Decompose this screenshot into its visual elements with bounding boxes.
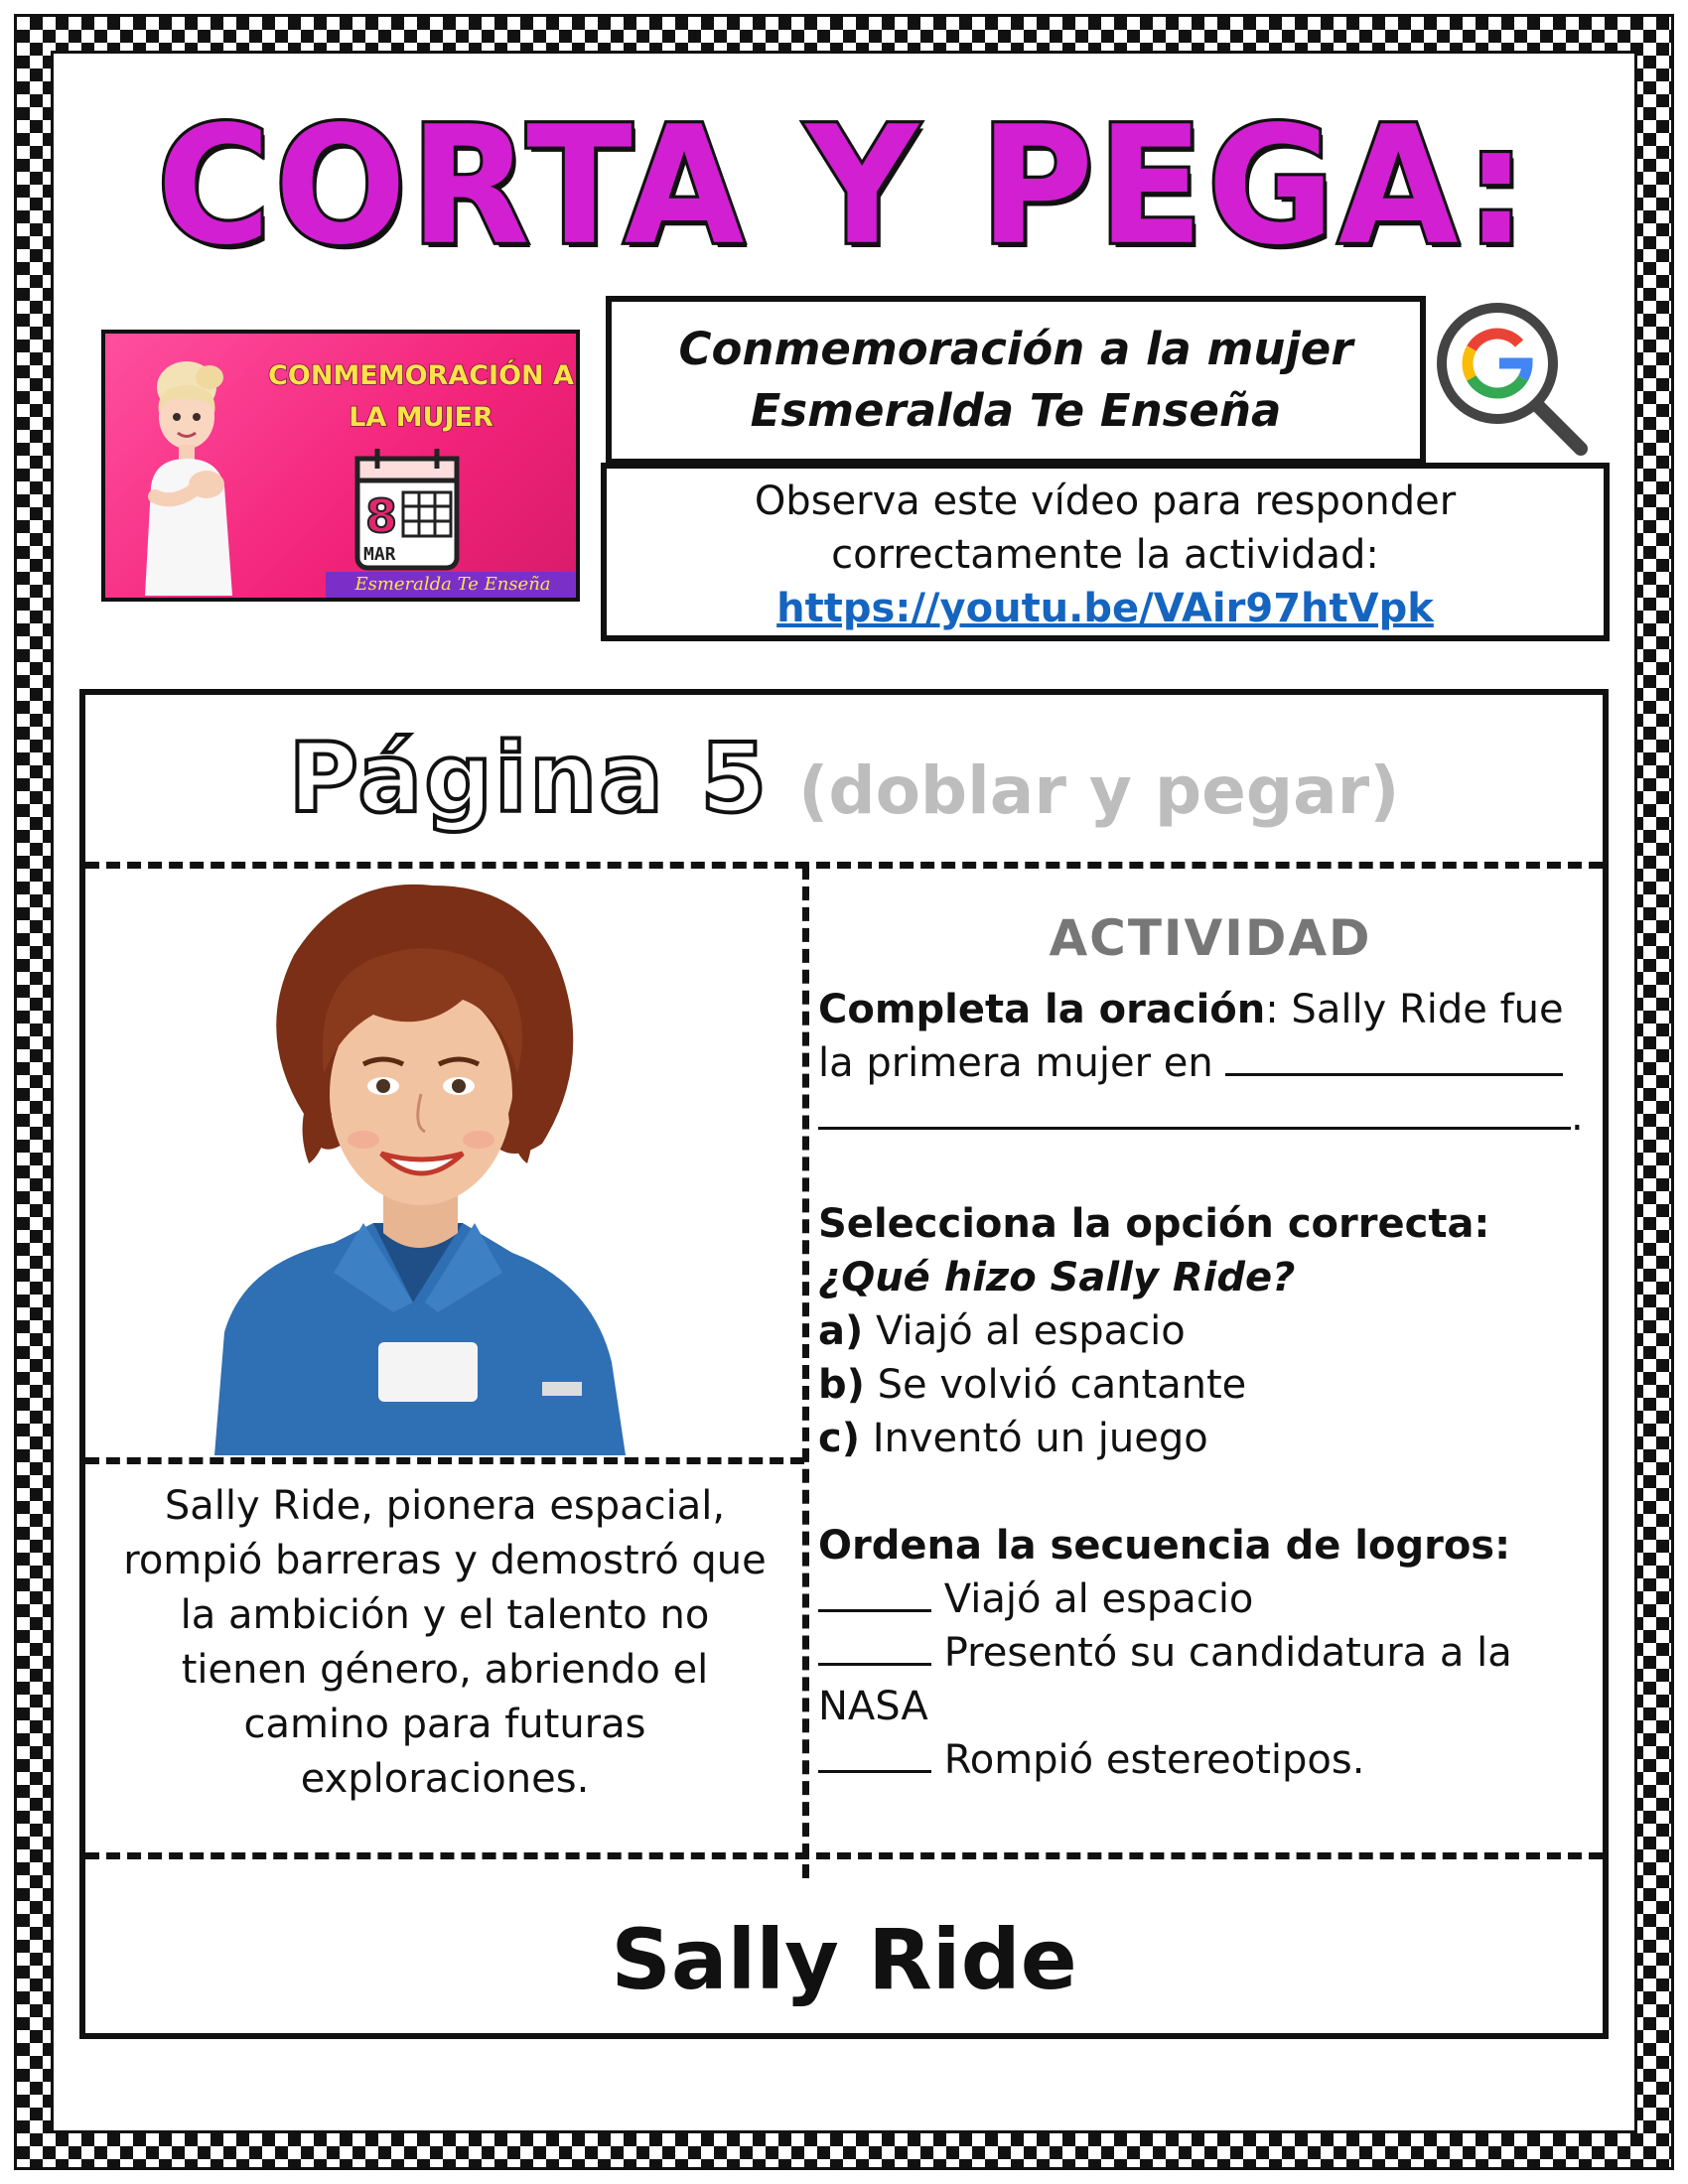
sequence-text: NASA xyxy=(818,1684,928,1729)
foldable-card xyxy=(79,689,1609,2039)
video-title-line-2: Esmeralda Te Enseña xyxy=(750,384,1282,437)
question-1-line-2 xyxy=(818,1036,1603,1090)
question-1-label: Completa la oración xyxy=(818,987,1266,1032)
calendar-month: MAR xyxy=(363,544,396,565)
question-2-text: ¿Qué hizo Sally Ride? xyxy=(818,1255,1296,1300)
option-letter: a) xyxy=(818,1308,864,1354)
instruction-line-2: correctamente la actividad: xyxy=(831,532,1379,578)
sentence-end: . xyxy=(1571,1094,1584,1140)
question-3-heading: Ordena la secuencia de logros: xyxy=(818,1523,1511,1569)
bio-line: la ambición y el talento no xyxy=(180,1592,710,1638)
sequence-text: Presentó su candidatura a la xyxy=(943,1630,1512,1676)
thumbnail-title: CONMEMORACIÓN A LA MUJER xyxy=(268,360,574,433)
option-letter: b) xyxy=(818,1362,865,1408)
order-blank[interactable] xyxy=(818,1628,931,1666)
name-footer xyxy=(85,1880,1603,2039)
sequence-item-1 xyxy=(818,1572,1603,1626)
question-1 xyxy=(818,983,1603,1036)
page-title: CORTA Y PEGA: xyxy=(157,90,1531,281)
biography-text xyxy=(85,1479,804,1807)
answer-blank[interactable] xyxy=(818,1092,1571,1130)
option-b[interactable] xyxy=(818,1358,1603,1412)
bio-line: Sally Ride, pionera espacial, xyxy=(164,1483,726,1529)
question-1-line-3 xyxy=(818,1090,1603,1144)
cut-line-bottom xyxy=(85,1852,1603,1859)
video-thumbnail[interactable] xyxy=(101,330,580,602)
card-header xyxy=(85,695,1603,862)
fold-instruction: (doblar y pegar) xyxy=(798,751,1400,829)
bio-line: exploraciones. xyxy=(300,1756,590,1802)
bio-line: camino para futuras xyxy=(243,1702,646,1747)
bio-line: rompió barreras y demostró que xyxy=(123,1538,767,1583)
option-text: Se volvió cantante xyxy=(877,1362,1247,1408)
video-title-box xyxy=(606,296,1426,465)
person-name: Sally Ride xyxy=(611,1911,1077,2008)
instruction-line-1: Observa este vídeo para responder xyxy=(754,478,1457,524)
question-1-text-2: la primera mujer en xyxy=(818,1040,1213,1086)
sally-ride-portrait xyxy=(214,866,626,1455)
question-2-label xyxy=(818,1197,1603,1251)
option-text: Inventó un juego xyxy=(872,1416,1208,1461)
order-blank[interactable] xyxy=(818,1735,931,1773)
video-title-line-1: Conmemoración a la mujer xyxy=(678,323,1353,375)
calendar-day: 8 xyxy=(365,489,398,543)
calendar-icon xyxy=(353,445,463,574)
page-number-label: Página 5 xyxy=(288,723,770,834)
question-2-heading: Selecciona la opción correcta: xyxy=(818,1201,1490,1247)
question-2-question xyxy=(818,1251,1603,1304)
option-letter: c) xyxy=(818,1416,860,1461)
thumbnail-footer: Esmeralda Te Enseña xyxy=(326,572,580,598)
option-a[interactable] xyxy=(818,1304,1603,1358)
activity-title: ACTIVIDAD xyxy=(1049,909,1372,967)
cut-line-portrait xyxy=(85,1457,804,1464)
video-title xyxy=(678,319,1352,442)
sequence-text: Viajó al espacio xyxy=(943,1576,1254,1622)
sequence-text: Rompió estereotipos. xyxy=(943,1737,1365,1783)
sequence-item-2 xyxy=(818,1626,1603,1680)
cartoon-woman-icon xyxy=(115,347,264,596)
google-search-icon[interactable] xyxy=(1432,298,1597,463)
sequence-item-3 xyxy=(818,1733,1603,1787)
sequence-item-2-cont xyxy=(818,1680,1603,1733)
answer-blank[interactable] xyxy=(1225,1038,1563,1076)
bio-line: tienen género, abriendo el xyxy=(181,1647,709,1693)
question-3-label xyxy=(818,1519,1603,1572)
order-blank[interactable] xyxy=(818,1574,931,1612)
video-link-box xyxy=(601,463,1610,641)
video-link[interactable]: https://youtu.be/VAir97htVpk xyxy=(776,586,1434,631)
activity-section xyxy=(818,909,1603,1787)
question-1-text: : Sally Ride fue xyxy=(1265,987,1564,1032)
option-text: Viajó al espacio xyxy=(876,1308,1186,1354)
option-c[interactable] xyxy=(818,1412,1603,1465)
